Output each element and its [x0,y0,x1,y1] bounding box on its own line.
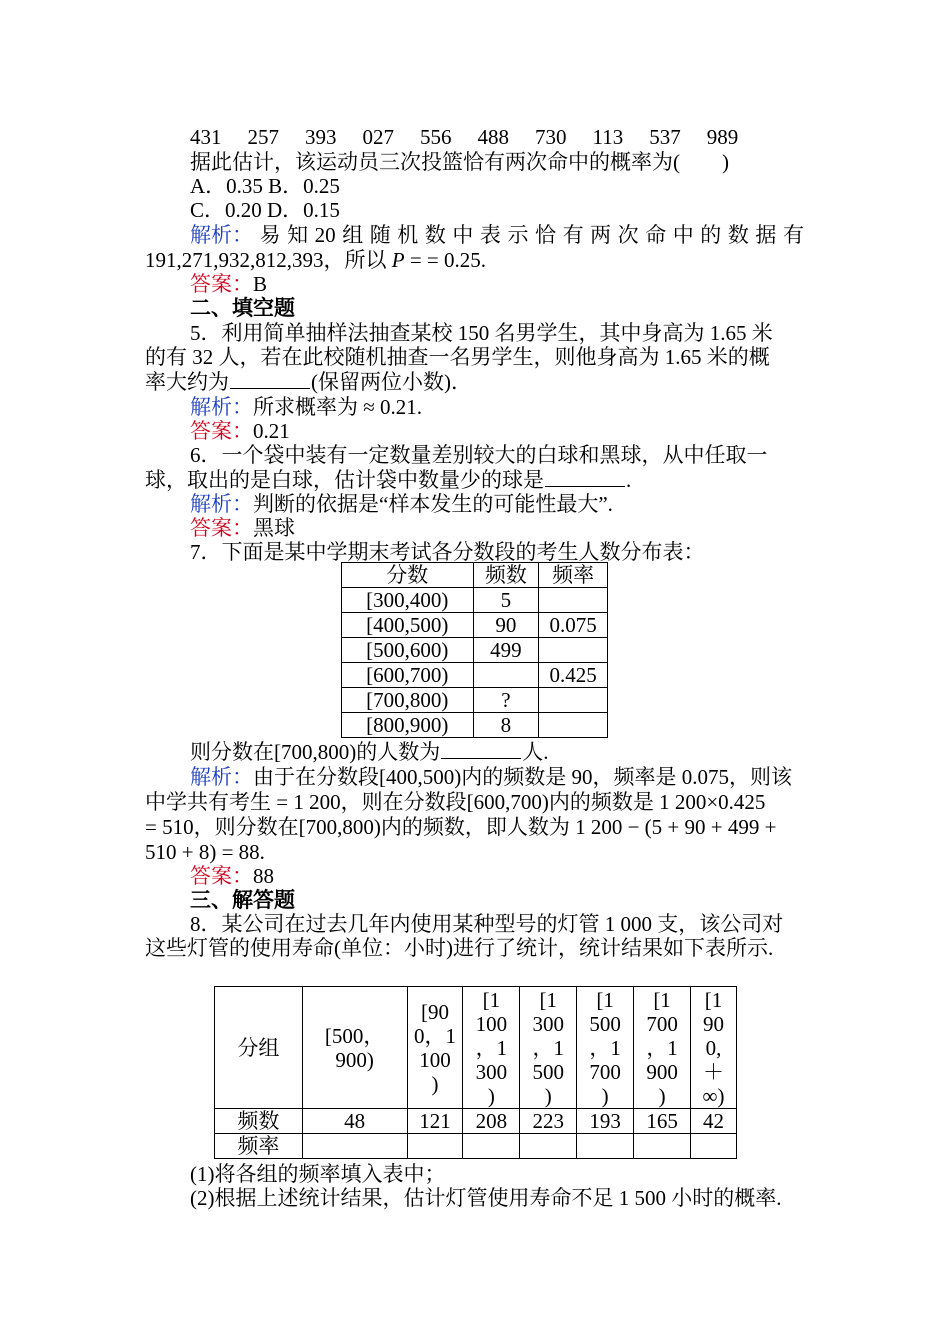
group-label-part: 500 [532,1059,565,1084]
q4-analysis-p: P [391,248,405,272]
table-cell [539,688,608,713]
answer-blank [441,740,521,759]
rate-cell-blank[interactable] [577,1134,634,1159]
group-header-cell [407,987,463,1109]
q5-line1: 5．利用简单抽样法抽查某校 150 名男学生，其中身高为 1.65 米 [190,321,773,345]
q7-analysis-line2: 中学共有考生 = 1 200，则在分数段[600,700)内的频数是 1 200×0.425 [145,790,766,814]
group-label-part: 900 [646,1059,678,1084]
table-row [342,588,608,613]
group-label-part: ，1 [532,1035,565,1060]
answer-value: 黑球 [253,516,295,540]
answer-label: 答案： [190,516,253,540]
group-header-cell [634,987,691,1109]
q6-analysis [190,492,613,516]
answer-value: 88 [253,864,274,888]
q7-analysis-line1 [190,765,792,789]
q8-line1: 8．某公司在过去几年内使用某种型号的灯管 1 000 支，该公司对 [190,912,784,936]
group-label-part: 90 [703,1011,724,1036]
random-number: 113 [592,125,624,149]
random-number: 488 [477,125,509,149]
table-cell: [400,500) [342,613,474,638]
answer-blank [230,370,310,389]
q4-analysis-word: 表 [479,223,501,247]
group-label-part: ) [601,1083,609,1108]
table-cell: 499 [473,638,539,663]
q4-analysis-line2 [145,248,486,272]
group-label-part: 100 [419,1047,451,1072]
random-number: 537 [649,125,681,149]
q4-analysis-word: 次 [617,223,639,247]
group-header-cell [302,987,407,1109]
rate-cell-blank[interactable] [691,1134,737,1159]
table-cell [539,713,608,738]
q4-analysis-word: 知 [287,223,309,247]
answer-label: 答案： [190,272,253,296]
group-label-part: 900) [335,1047,374,1072]
q5-line3-b: (保留两位小数)． [311,370,472,394]
q4-analysis-word: 示 [507,223,529,247]
q6-line1: 6．一个袋中装有一定数量差别较大的白球和黑球，从中任取一 [190,443,768,467]
score-distribution-table [341,562,608,738]
q7-analysis-text1: 由于在分数段[400,500)内的频数是 90，频率是 0.075，则该 [253,765,792,789]
random-number: 989 [706,125,739,149]
count-cell: 48 [302,1109,407,1134]
group-label-part: ，1 [646,1035,678,1060]
group-label-part: [1 [653,987,671,1012]
group-header-cell [520,987,577,1109]
q4-analysis-word: 恰 [535,223,557,247]
group-label-part: ，1 [475,1035,508,1060]
count-cell: 42 [691,1109,737,1134]
random-number: 257 [247,125,279,149]
analysis-label: 解析： [190,223,253,247]
analysis-label: 解析： [190,492,253,516]
count-cell: 223 [520,1109,577,1134]
table-cell [539,638,608,663]
q4-analysis-prefix: 191,271,932,812,393，所以 [145,248,392,272]
q7-question-a: 则分数在[700,800)的人数为 [190,740,441,764]
answer-value: 0.21 [253,419,290,443]
q5-line2: 的有 32 人，若在此校随机抽查一名男学生，则他身高为 1.65 米的概 [145,345,770,369]
q4-analysis-word: 有 [782,223,804,247]
random-number: 730 [535,125,567,149]
count-cell: 121 [407,1109,463,1134]
table-cell: [800,900) [342,713,474,738]
section-title-solve: 三、解答题 [190,888,295,912]
table-cell: [500,600) [342,638,474,663]
group-label-part: 0, [705,1035,722,1060]
group-label-part: ) [431,1071,439,1096]
group-label-part: 700 [646,1011,678,1036]
q6-line2-a: 球，取出的是白球，估计袋中数量少的球是 [145,468,544,492]
random-number: 393 [305,125,337,149]
q4-analysis-word: 易 [259,223,281,247]
group-row-label: 分组 [215,987,303,1109]
table-cell: [700,800) [342,688,474,713]
table-cell: 5 [473,588,539,613]
group-label-part: ＋ [703,1059,724,1084]
q4-analysis-word: 中 [452,223,474,247]
rate-cell-blank[interactable] [302,1134,407,1159]
table-header-cell: 分数 [342,563,474,588]
random-number: 027 [362,125,394,149]
q4-analysis-word: 两 [590,223,612,247]
q4-analysis-word: 数 [424,223,446,247]
q4-analysis-word: 20 [314,223,336,247]
count-cell: 208 [463,1109,520,1134]
table-cell [473,663,539,688]
q4-analysis-word: 有 [562,223,584,247]
rate-cell-blank[interactable] [634,1134,691,1159]
rate-cell-blank[interactable] [407,1134,463,1159]
q4-analysis-word: 中 [672,223,694,247]
q4-analysis-word: 据 [755,223,777,247]
q4-analysis-rest: = = 0.25. [404,248,487,272]
group-label-part: 300 [475,1059,508,1084]
rate-cell-blank[interactable] [463,1134,520,1159]
group-label-part: ，1 [589,1035,621,1060]
q4-options-ab: A．0.35 B．0.25 [190,174,340,198]
q5-analysis [190,395,422,419]
q4-options-cd: C．0.20 D．0.15 [190,198,340,222]
group-label-part: [1 [704,987,723,1012]
section-title-fill-in: 二、填空题 [190,296,295,320]
group-label-part: ) [544,1083,552,1108]
q7-analysis-line3: = 510，则分数在[700,800)内的频数，即人数为 1 200 − (5 + 90 + 499 + [145,815,777,839]
table-cell: 8 [473,713,539,738]
table-header-cell: 频数 [473,563,539,588]
random-number: 556 [420,125,452,149]
group-label-part: 100 [475,1011,508,1036]
q7-question-b: 人. [522,740,549,764]
table-cell: 0.425 [539,663,608,688]
lamp-lifetime-table [214,986,737,1159]
q4-answer [190,272,267,296]
table-row [342,638,608,663]
table-cell: ? [473,688,539,713]
group-label-part: 500 [589,1011,621,1036]
table-row [342,663,608,688]
q6-answer [190,516,295,540]
group-label-part: [1 [482,987,501,1012]
q7-intro: 7．下面是某中学期末考试各分数段的考生人数分布表： [190,540,705,564]
count-cell: 193 [577,1109,634,1134]
q6-analysis-text: 判断的依据是“样本发生的可能性最大”. [253,492,613,516]
analysis-label: 解析： [190,395,253,419]
count-cell: 165 [634,1109,691,1134]
answer-label: 答案： [190,419,253,443]
group-label-part: ) [658,1083,666,1108]
group-label-part: ) [487,1083,495,1108]
rate-cell-blank[interactable] [520,1134,577,1159]
count-row-label: 频数 [215,1109,303,1134]
table-cell: [300,400) [342,588,474,613]
table-cell: 90 [473,613,539,638]
q4-analysis-word: 机 [397,223,419,247]
group-label-part: [1 [539,987,558,1012]
q5-line3-a: 率大约为 [145,370,229,394]
table-row [342,713,608,738]
q6-line2 [145,468,631,492]
q4-analysis-line [190,223,804,247]
q4-analysis-word: 的 [700,223,722,247]
q4-analysis-word: 命 [645,223,667,247]
group-label-part: [90 [421,999,449,1024]
table-row [342,688,608,713]
group-label-part: 700 [589,1059,621,1084]
q6-line2-b: . [626,468,632,492]
group-header-cell [463,987,520,1109]
q8-sub1: (1)将各组的频率填入表中； [190,1162,446,1186]
group-label-part: [500， [324,1023,385,1048]
group-label-part: [1 [596,987,614,1012]
q8-sub2: (2)根据上述统计结果，估计灯管使用寿命不足 1 500 小时的概率. [190,1186,782,1210]
table-cell [539,588,608,613]
group-header-cell [577,987,634,1109]
q8-line2: 这些灯管的使用寿命(单位：小时)进行了统计，统计结果如下表所示. [145,936,774,960]
q7-analysis-line4: 510 + 8) = 88. [145,840,265,864]
rate-row-label: 频率 [215,1134,303,1159]
q5-analysis-text: 所求概率为 ≈ 0.21. [253,395,423,419]
q7-question [190,740,549,764]
analysis-label: 解析： [190,765,253,789]
random-number-list [190,125,738,149]
table-cell: [600,700) [342,663,474,688]
group-header-cell [691,987,737,1109]
group-label-part: 300 [532,1011,565,1036]
table-cell: 0.075 [539,613,608,638]
q4-analysis-word: 组 [342,223,364,247]
answer-label: 答案： [190,864,253,888]
q5-line3 [145,370,472,394]
answer-blank [545,468,625,487]
random-number: 431 [190,125,222,149]
q4-analysis-word: 随 [369,223,391,247]
answer-value: B [253,272,268,296]
q5-answer [190,419,290,443]
table-header-cell: 频率 [539,563,608,588]
q4-question: 据此估计，该运动员三次投篮恰有两次命中的概率为( ) [190,150,729,174]
group-label-part: 0，1 [414,1023,456,1048]
table-row [342,613,608,638]
group-label-part: ∞) [702,1083,725,1108]
q4-analysis-word: 数 [727,223,749,247]
q7-answer [190,864,274,888]
